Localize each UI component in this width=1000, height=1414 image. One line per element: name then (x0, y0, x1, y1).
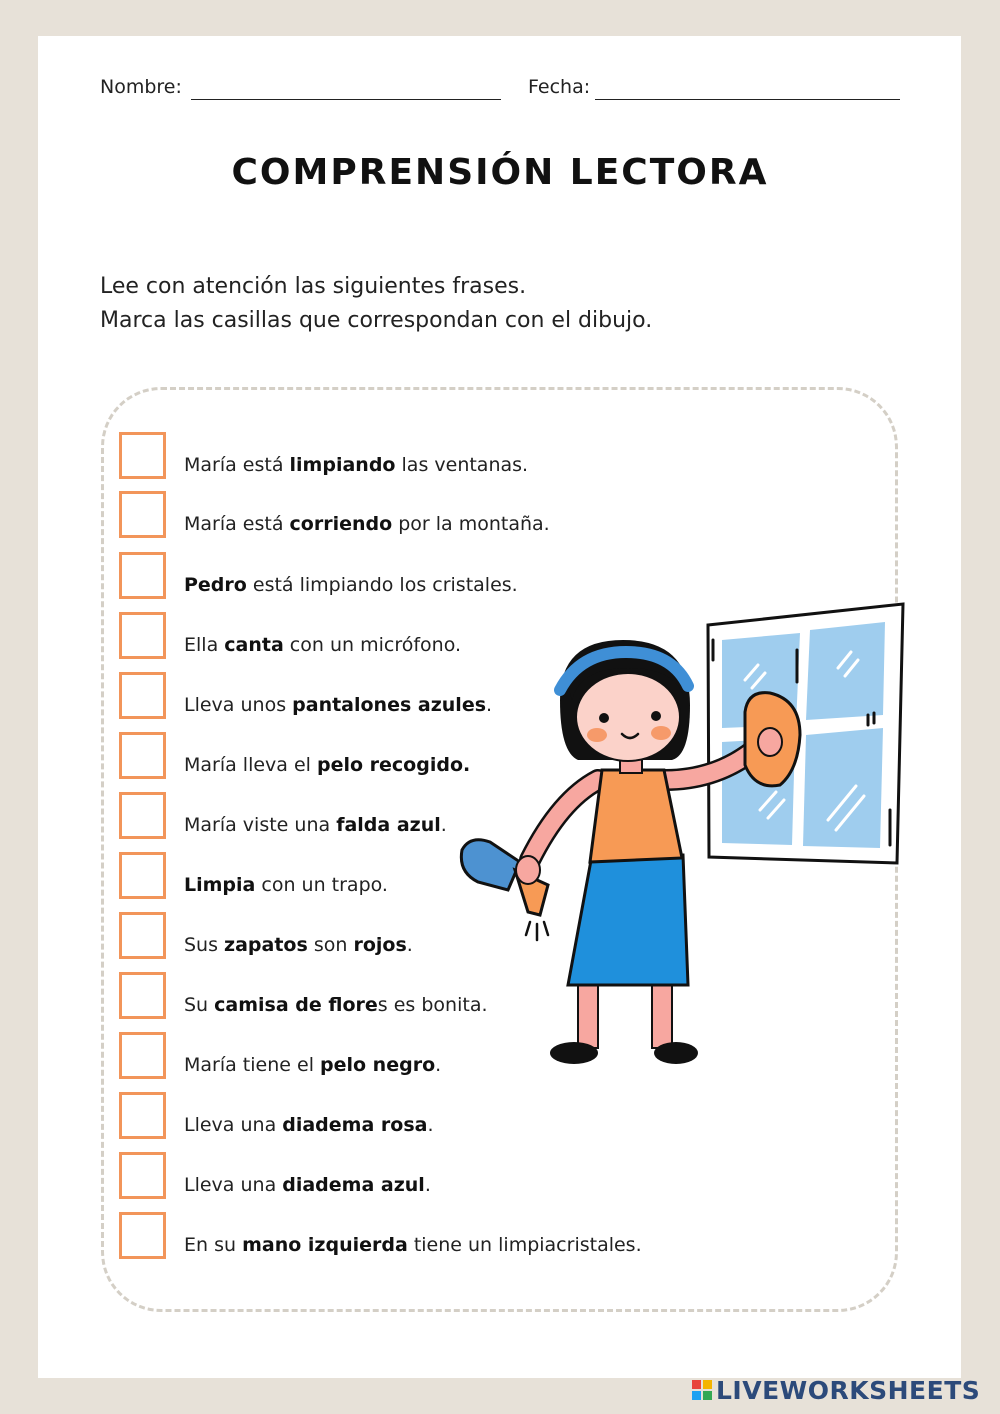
name-label: Nombre: (100, 76, 182, 98)
legs (550, 980, 698, 1064)
date-field[interactable] (595, 99, 900, 100)
statement-fragment: tiene un limpiacristales. (407, 1234, 642, 1256)
statement-keyword: corriendo (289, 513, 393, 535)
statement-text (184, 1054, 441, 1076)
statement-keyword: camisa de flore (214, 994, 378, 1016)
page-title: COMPRENSIÓN LECTORA (231, 152, 769, 193)
statement-checkbox[interactable] (119, 612, 166, 659)
statement-fragment: María está (184, 454, 290, 476)
statement-fragment: las ventanas. (395, 454, 529, 476)
statement-fragment: con un trapo. (255, 874, 388, 896)
statement-fragment: Sus (184, 934, 225, 956)
statement-checkbox[interactable] (119, 912, 166, 959)
statement-fragment: s es bonita. (377, 994, 488, 1016)
statement-text (184, 454, 528, 476)
statement-fragment: con un micrófono. (283, 634, 462, 656)
instruction-line-2: Marca las casillas que correspondan con el dibujo. (100, 308, 653, 333)
statement-fragment: Lleva una (184, 1114, 283, 1136)
statement-fragment: María tiene el (184, 1054, 321, 1076)
statement-fragment: . (440, 814, 447, 836)
statement-fragment: Su (184, 994, 215, 1016)
statement-keyword: pelo recogido. (317, 754, 471, 776)
statement-fragment: . (486, 694, 493, 716)
statement-fragment: Ella (184, 634, 225, 656)
statement-checkbox[interactable] (119, 672, 166, 719)
statement-fragment: Lleva unos (184, 694, 293, 716)
statement-keyword: pantalones azules (292, 694, 487, 716)
statement-keyword: pelo negro (320, 1054, 436, 1076)
statement-fragment: . (435, 1054, 442, 1076)
statement-text (184, 513, 550, 535)
statement-fragment: son (307, 934, 354, 956)
statement-text (184, 574, 518, 596)
statement-keyword: canta (224, 634, 284, 656)
statement-keyword: diadema azul (282, 1174, 425, 1196)
statement-text (184, 874, 388, 896)
statement-checkbox[interactable] (119, 491, 166, 538)
statement-keyword: Limpia (184, 874, 256, 896)
statement-checkbox[interactable] (119, 732, 166, 779)
statement-text (184, 1114, 434, 1136)
statement-keyword: rojos (353, 934, 407, 956)
statement-fragment: por la montaña. (392, 513, 550, 535)
window-illustration (708, 604, 903, 863)
liveworksheets-logo-icon (692, 1380, 712, 1400)
statement-keyword: Pedro (184, 574, 247, 596)
statement-text (184, 1174, 431, 1196)
watermark (692, 1374, 992, 1406)
statement-keyword: zapatos (224, 934, 308, 956)
statement-text (184, 934, 413, 956)
girl-cleaning-window-illustration (440, 595, 910, 1075)
statement-fragment: Lleva una (184, 1174, 283, 1196)
orange-shirt (590, 770, 682, 862)
statement-text (184, 754, 470, 776)
statement-checkbox[interactable] (119, 1152, 166, 1199)
statement-keyword: mano izquierda (242, 1234, 408, 1256)
statement-checkbox[interactable] (119, 792, 166, 839)
watermark-text: LIVEWORKSHEETS (716, 1375, 981, 1405)
statement-checkbox[interactable] (119, 432, 166, 479)
statement-fragment: En su (184, 1234, 243, 1256)
statement-checkbox[interactable] (119, 852, 166, 899)
name-field[interactable] (191, 99, 501, 100)
statement-fragment: . (424, 1174, 431, 1196)
statement-fragment: María viste una (184, 814, 337, 836)
statement-checkbox[interactable] (119, 552, 166, 599)
statement-text (184, 814, 447, 836)
statement-fragment: está limpiando los cristales. (246, 574, 518, 596)
instruction-line-1: Lee con atención las siguientes frases. (100, 274, 527, 299)
blue-skirt (568, 855, 688, 985)
statement-checkbox[interactable] (119, 1032, 166, 1079)
statement-fragment: . (427, 1114, 434, 1136)
statement-keyword: limpiando (289, 454, 396, 476)
statement-fragment: . (406, 934, 413, 956)
statement-keyword: diadema rosa (282, 1114, 428, 1136)
statement-text (184, 634, 461, 656)
statement-checkbox[interactable] (119, 1212, 166, 1259)
statement-keyword: falda azul (336, 814, 441, 836)
statement-fragment: María lleva el (184, 754, 317, 776)
statement-checkbox[interactable] (119, 1092, 166, 1139)
statement-fragment: María está (184, 513, 290, 535)
statement-text (184, 1234, 642, 1256)
statement-checkbox[interactable] (119, 972, 166, 1019)
date-label: Fecha: (528, 76, 591, 98)
